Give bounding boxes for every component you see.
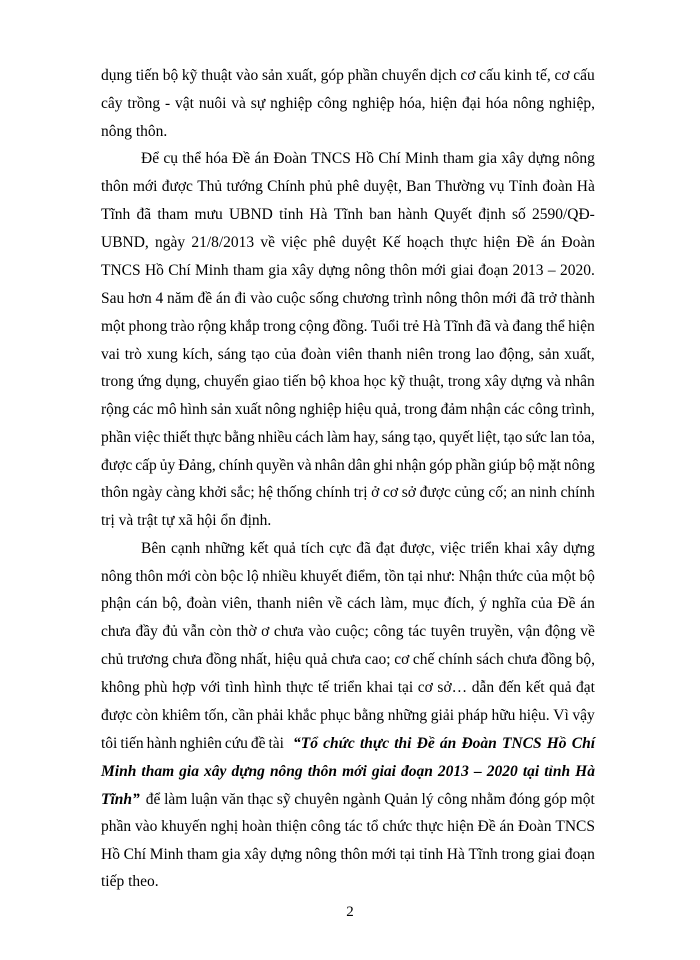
text-line: một phong trào rộng khắp trong cộng đồng. Tuổi trẻ Hà Tĩnh đã và đang thể hiện	[101, 317, 595, 335]
page-number: 2	[346, 904, 354, 920]
text-line: Tĩnh đã tham mưu UBND tỉnh Hà Tĩnh ban hành Quyết định số 2590/QĐ-	[101, 206, 595, 224]
text-line: nông thôn.	[101, 123, 168, 141]
text-line: thôn mới được Thủ tướng Chính phủ phê duyệt, Ban Thường vụ Tỉnh đoàn Hà	[101, 178, 595, 196]
text-line: thôn ngày càng khởi sắc; hệ thống chính trị ở cơ sở được củng cố; an ninh chính	[101, 484, 595, 501]
text-segment: để làm luận văn thạc sỹ chuyên ngành Quản lý công nhằm đóng góp một	[145, 790, 595, 808]
text-line-title-end	[101, 790, 595, 810]
text-line: tiếp theo.	[101, 873, 159, 890]
text-line: chưa đầy đủ vẫn còn thờ ơ chưa vào cuộc; công tác tuyên truyền, vận động về	[101, 623, 595, 641]
text-line: phần vào khuyến nghị hoàn thiện công tác tổ chức thực hiện Đề án Đoàn TNCS	[101, 817, 595, 835]
thesis-title-line: Minh tham gia xây dựng nông thôn mới giai đoạn 2013 – 2020 tại tỉnh Hà	[101, 762, 595, 780]
text-line-title-start	[101, 734, 595, 754]
text-line: UBND, ngày 21/8/2013 về việc phê duyệt Kế hoạch thực hiện Đề án Đoàn	[101, 234, 595, 252]
text-line: được cấp ủy Đảng, chính quyền và nhân dân ghi nhận góp phần giúp bộ mặt nông	[101, 456, 595, 474]
text-line: vai trò xung kích, sáng tạo của đoàn viên thanh niên trong lao động, sản xuất,	[101, 345, 595, 363]
text-line: nông thôn mới còn bộc lộ nhiều khuyết điểm, tồn tại như: Nhận thức của một bộ	[101, 568, 595, 586]
text-line: Hồ Chí Minh tham gia xây dựng nông thôn mới tại tỉnh Hà Tĩnh trong giai đoạn	[101, 845, 595, 863]
text-line: TNCS Hồ Chí Minh tham gia xây dựng nông thôn mới giai đoạn 2013 – 2020.	[101, 261, 595, 279]
text-line: cây trồng - vật nuôi và sự nghiệp công nghiệp hóa, hiện đại hóa nông nghiệp,	[101, 95, 595, 113]
text-line: trong ứng dụng, chuyển giao tiến bộ khoa học kỹ thuật, trong xây dựng và nhân	[101, 372, 595, 390]
thesis-title-part: Tĩnh”	[101, 790, 140, 808]
paragraph-first-line: Bên cạnh những kết quả tích cực đã đạt được, việc triển khai xây dựng	[141, 540, 595, 558]
thesis-title-part: “Tổ chức thực thi Đề án Đoàn TNCS Hồ Chí	[293, 734, 595, 752]
text-line: phận cán bộ, đoàn viên, thanh niên về cách làm, mục đích, ý nghĩa của Đề án	[101, 595, 595, 613]
text-line: được còn khiêm tốn, cần phải khắc phục bằng những giải pháp hữu hiệu. Vì vậy	[101, 706, 595, 724]
text-segment: tôi tiến hành nghiên cứu đề tài	[101, 734, 284, 752]
text-line: không phù hợp với tình hình thực tế triển khai tại cơ sở… dẫn đến kết quả đạt	[101, 679, 595, 697]
text-line: phần việc thiết thực bằng nhiều cách làm hay, sáng tạo, quyết liệt, tạo sức lan tỏa,	[101, 428, 595, 446]
text-line: Sau hơn 4 năm đề án đi vào cuộc sống chương trình nông thôn mới đã trở thành	[101, 289, 595, 307]
text-line: dụng tiến bộ kỹ thuật vào sản xuất, góp phần chuyển dịch cơ cấu kinh tế, cơ cấu	[101, 67, 595, 84]
text-line: trị và trật tự xã hội ổn định.	[101, 512, 272, 530]
text-line: chủ trương chưa đồng nhất, hiệu quả chưa cao; cơ chế chính sách chưa đồng bộ,	[101, 651, 595, 669]
text-line: rộng các mô hình sản xuất nông nghiệp hiệu quả, trong đảm nhận các công trình,	[101, 400, 595, 418]
paragraph-first-line: Để cụ thể hóa Đề án Đoàn TNCS Hồ Chí Minh tham gia xây dựng nông	[141, 150, 595, 168]
